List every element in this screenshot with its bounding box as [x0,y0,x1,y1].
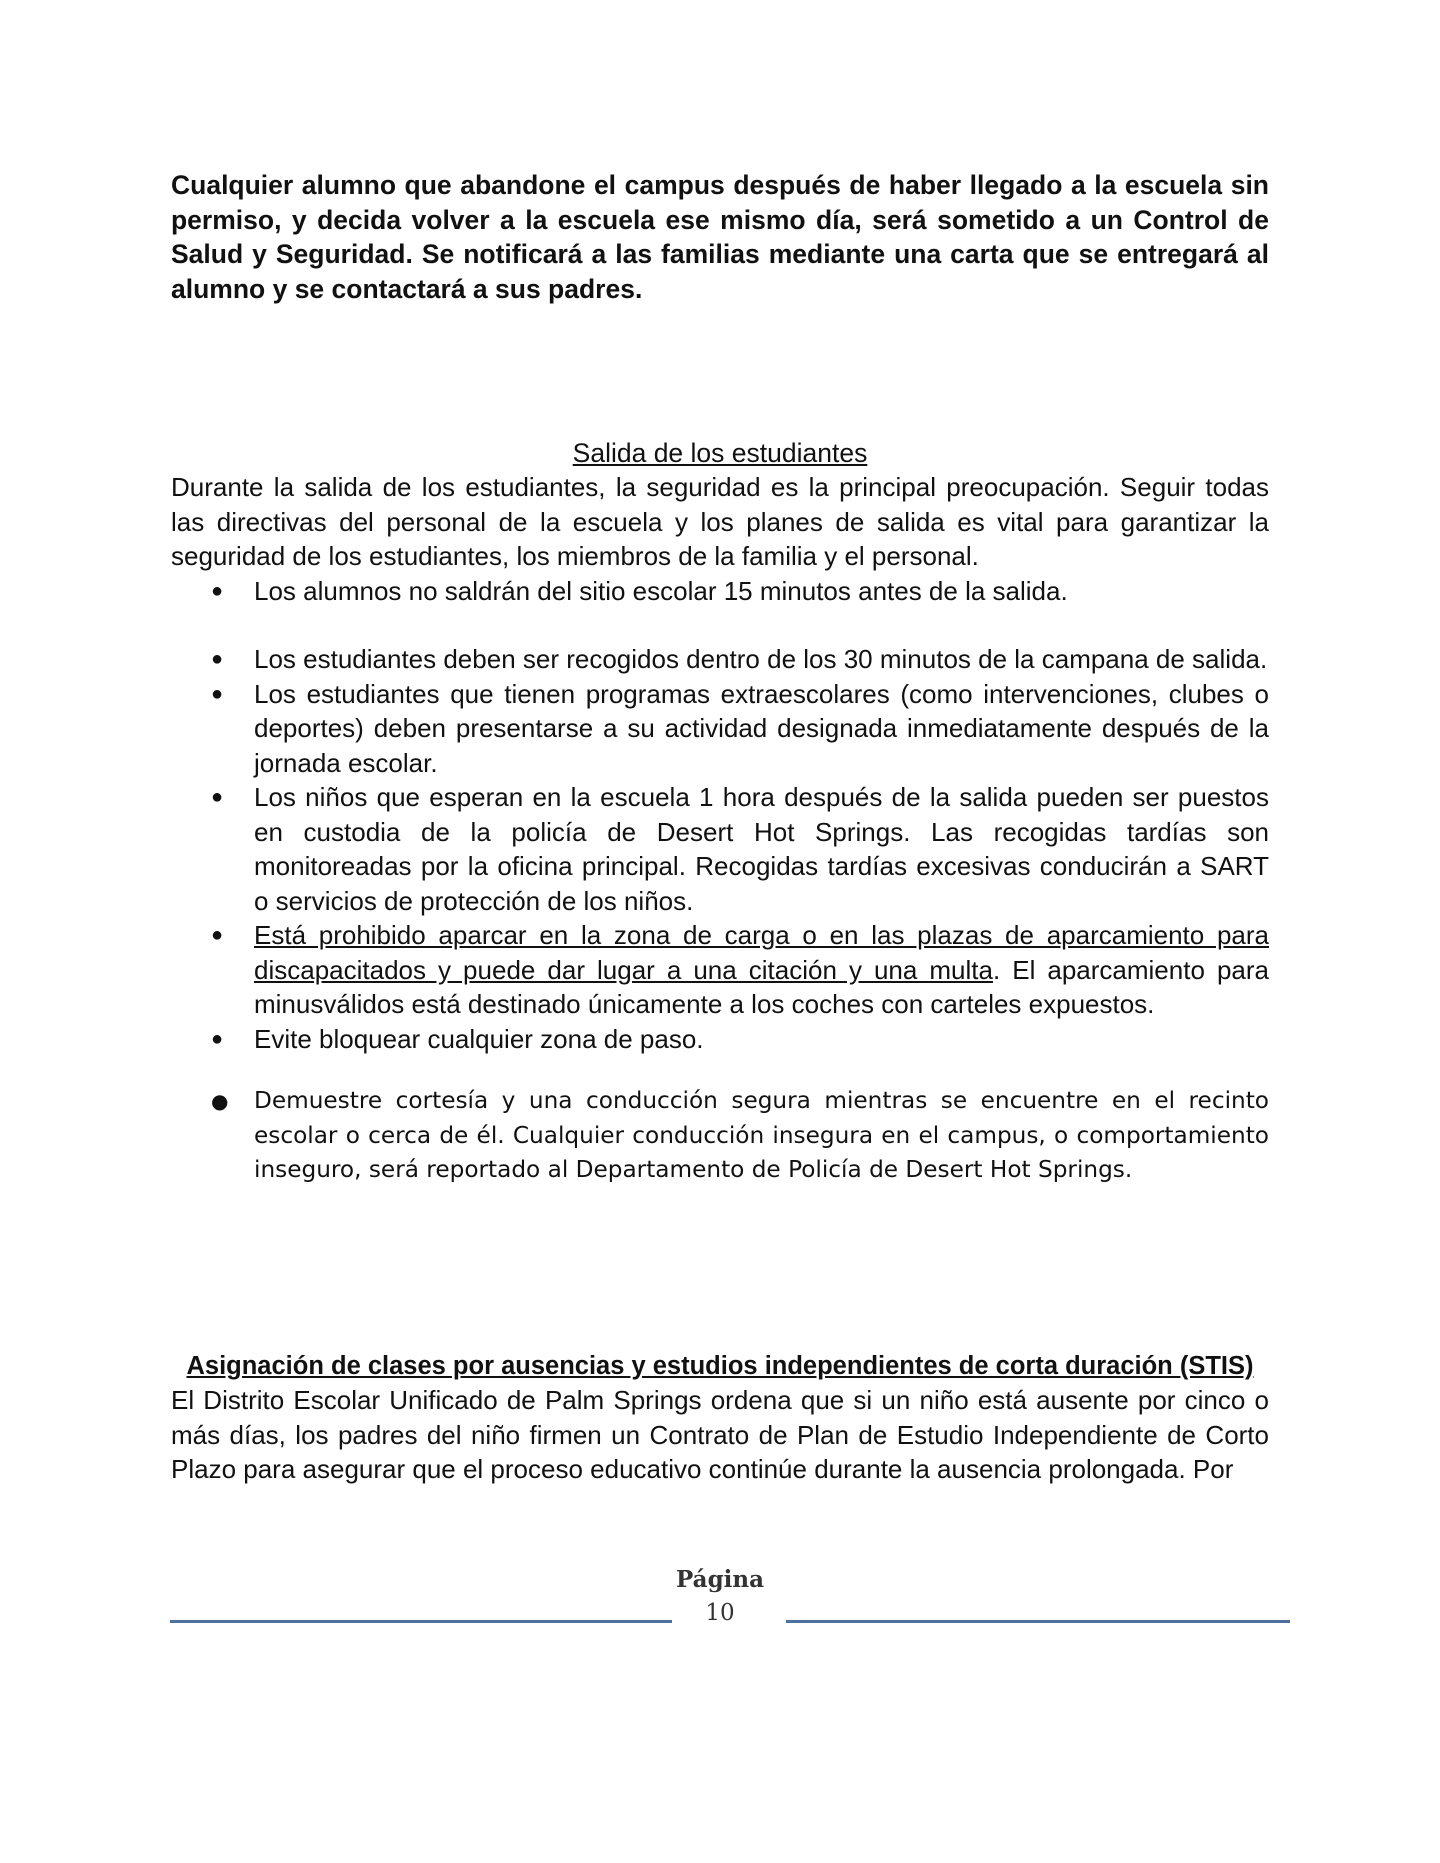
list-item [171,780,1269,918]
bullet-icon: ● [211,786,224,808]
bullet-icon: ● [211,648,224,670]
list-item-text: Los alumnos no saldrán del sitio escolar 15 minutos antes de la salida. [254,575,1068,606]
footer-rule-right [786,1620,1290,1623]
list-spacer [171,1056,1269,1084]
list-item [171,1022,1269,1057]
list-item-courtesy [171,1084,1269,1188]
footer-page-label: Página [675,1566,765,1593]
bullet-icon: ● [211,579,224,602]
list-item-parking [171,918,1269,1022]
list-item-text: Demuestre cortesía y una conducción segura mientras se encuentre en el recinto escolar o cerca de él. Cualquier conducción insegura en el campus, o comportamiento inseguro, será reportado al Departamento de Policía de Desert Hot Springs. [254,1087,1269,1183]
dismissal-section [171,436,1269,1188]
parking-underlined-text: Está prohibido aparcar en la zona de carga o en las plazas de aparcamiento para discapacitados y puede dar lugar a una citación y una multa [254,920,1269,985]
dismissal-title: Salida de los estudiantes [572,438,868,468]
list-item [171,642,1269,677]
intro-text: Cualquier alumno que abandone el campus después de haber llegado a la escuela sin permiso, y decida volver a la escuela ese mismo día, será sometido a un Control de Salud y Seguridad. Se notificará a las familias mediante una carta que se entregará al alumno y se contactará a sus padres. [171,170,1269,304]
list-item [171,677,1269,781]
list-item-text: Evite bloquear cualquier zona de paso. [254,1023,704,1054]
list-item-text: Los estudiantes deben ser recogidos dentro de los 30 minutos de la campana de salida. [254,644,1268,674]
list-item [171,574,1269,609]
list-spacer [171,608,1269,642]
footer-page-number: 10 [705,1600,735,1626]
dismissal-paragraph: Durante la salida de los estudiantes, la seguridad es la principal preocupación. Seguir todas las directivas del personal de la escuela y los planes de salida es vital para garantizar la seguridad de los estudiantes, los miembros de la familia y el personal. [171,472,1269,571]
footer-rule-left [170,1620,672,1623]
bullet-icon: ● [211,1089,229,1113]
bullet-icon: ● [211,1027,224,1050]
stis-section [171,1349,1269,1487]
parking-rest-text: . El aparcamiento para minusválidos está destinado únicamente a los coches con carteles expuestos. [254,954,1269,1019]
bullet-icon: ● [211,682,224,705]
stis-paragraph: El Distrito Escolar Unificado de Palm Springs ordena que si un niño está ausente por cinco o más días, los padres del niño firmen un Contrato de Plan de Estudio Independiente de Corto Plazo para asegurar que el proceso educativo continúe durante la ausencia prolongada. Por [171,1385,1269,1484]
dismissal-bullet-list [171,574,1269,1188]
list-item-text: Los estudiantes que tienen programas extraescolares (como intervenciones, clubes o deportes) deben presentarse a su actividad designada inmediatamente después de la jornada escolar. [254,678,1269,778]
list-item-text: Los niños que esperan en la escuela 1 hora después de la salida pueden ser puestos en custodia de la policía de Desert Hot Springs. Las recogidas tardías son monitoreadas por la oficina principal. Recogidas tardías excesivas conducirán a SART o servicios de protección de los niños. [254,782,1269,916]
bullet-icon: ● [211,924,224,946]
intro-paragraph [171,168,1269,306]
stis-title: Asignación de clases por ausencias y estudios independientes de corta duración (STIS) [186,1352,1254,1380]
